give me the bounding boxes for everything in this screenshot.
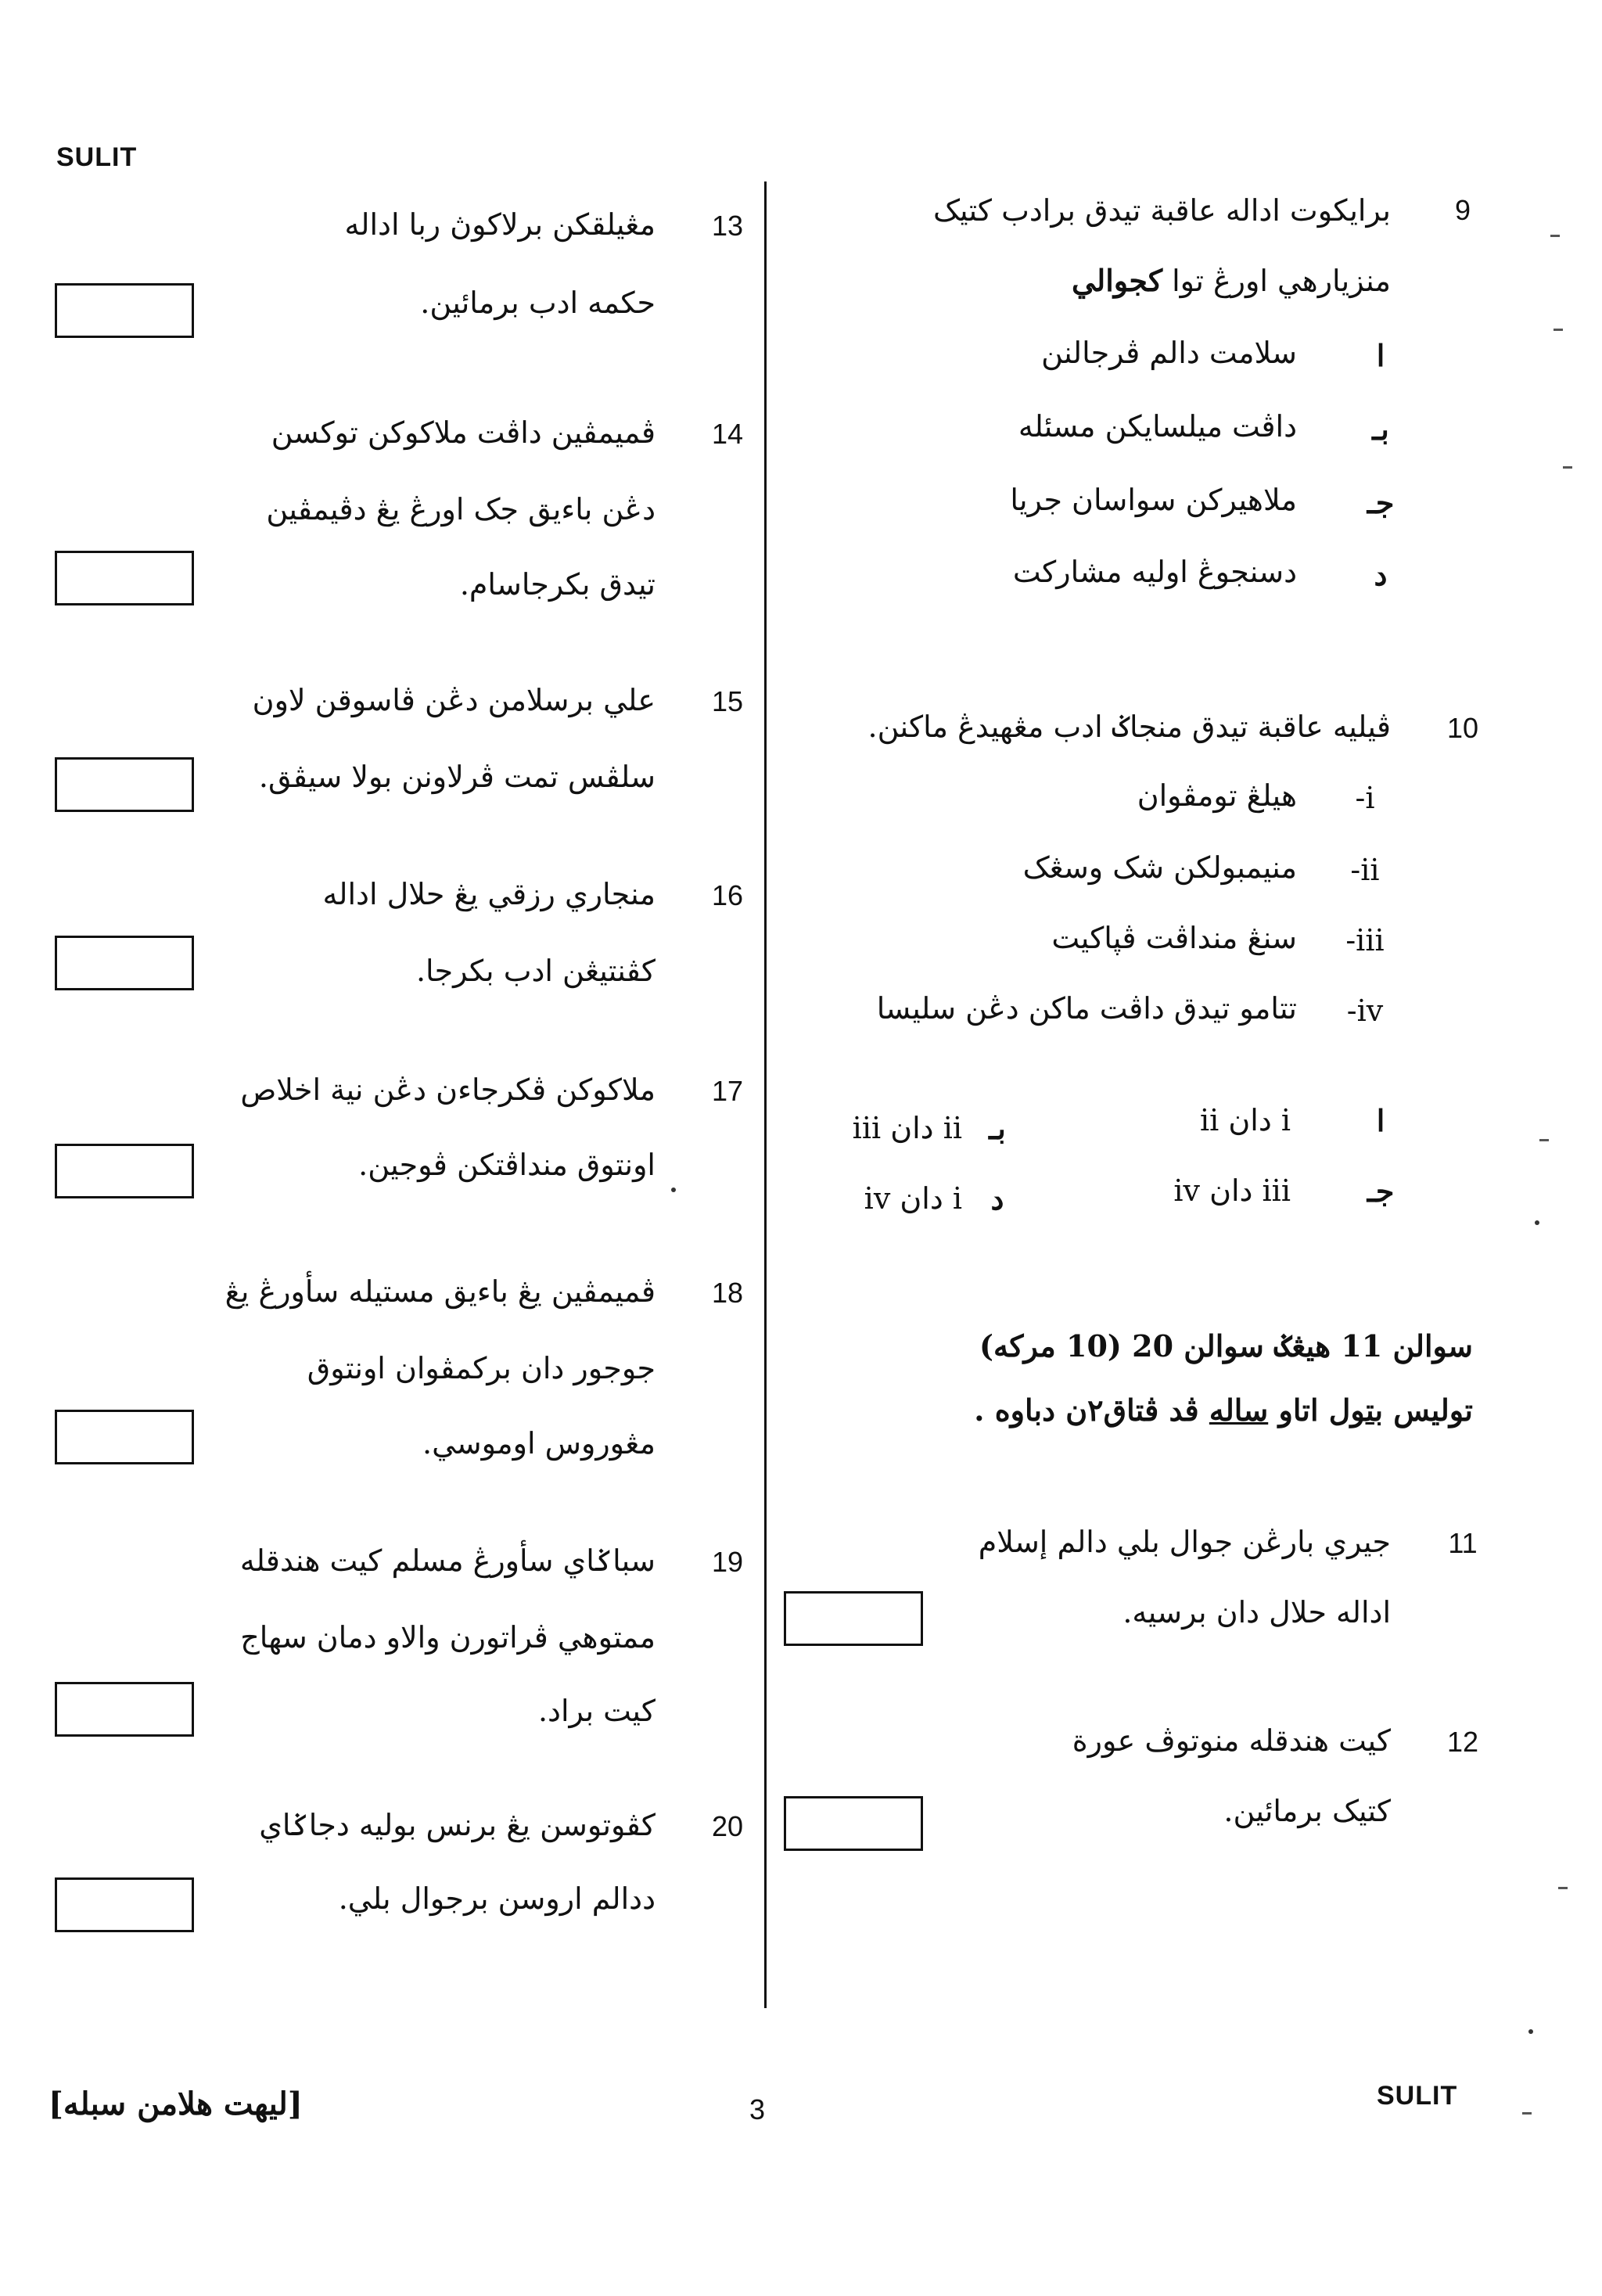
question-number-12: 12 bbox=[1446, 1726, 1479, 1758]
scan-mark bbox=[1558, 1887, 1568, 1889]
q12-line1: كيت هندقله منوتوڤ عورة bbox=[1072, 1723, 1391, 1758]
question-number-18: 18 bbox=[711, 1277, 744, 1309]
question-number-13: 13 bbox=[711, 210, 744, 242]
q9-option-letter: جـ bbox=[1367, 485, 1395, 520]
q13-line1: مڠيلقكن برلاكوڽ ربا اداله bbox=[344, 207, 656, 242]
q17-line2: اونتوق منداڤتكن ڤوجين. bbox=[358, 1148, 656, 1182]
instruction-line2: توليس بتول اتاو ساله ڤد ڤتاق٢ن دباوه . bbox=[974, 1392, 1473, 1428]
instruction-line1: سوالن 11 هيڠݢ سوالن 20 (10 مركه) bbox=[979, 1328, 1473, 1364]
question-number-14: 14 bbox=[711, 418, 744, 450]
q16-line1: منجاري رزقي يڠ حلال اداله bbox=[322, 877, 656, 911]
q20-line1: كڤوتوسن يڠ برنس بوليه دجاݢاي bbox=[259, 1808, 656, 1842]
scan-mark bbox=[1535, 1220, 1539, 1225]
answer-box-12[interactable] bbox=[784, 1796, 923, 1851]
q10-item-roman: -i bbox=[1355, 781, 1375, 815]
header-sulit: SULIT bbox=[56, 142, 138, 172]
scan-mark bbox=[671, 1188, 676, 1192]
question-number-19: 19 bbox=[711, 1546, 744, 1578]
q9-option-text: سلامت دالم ڤرجالنن bbox=[1041, 336, 1297, 370]
q14-line3: تيدق بكرجاسام. bbox=[459, 567, 656, 602]
q14-line1: ڤميمڤين داڤت ملاكوكن توكسن bbox=[271, 415, 656, 450]
answer-box-11[interactable] bbox=[784, 1591, 923, 1646]
question-number-11: 11 bbox=[1448, 1527, 1478, 1559]
answer-box-14[interactable] bbox=[55, 551, 194, 605]
scan-mark bbox=[1539, 1139, 1549, 1141]
answer-box-17[interactable] bbox=[55, 1144, 194, 1198]
q18-line3: مڠوروس اوموسي. bbox=[422, 1426, 656, 1461]
q10-item-roman: -iii bbox=[1345, 923, 1385, 958]
answer-box-13[interactable] bbox=[55, 283, 194, 338]
q10-answer-letter: ا bbox=[1376, 1103, 1385, 1138]
instruction-false-word: ساله bbox=[1209, 1392, 1269, 1428]
q14-line2: دڠن باءيق جک اورڠ يڠ دڤيمڤين bbox=[266, 492, 656, 526]
q10-stem: ڤيليه عاقبة تيدق منجاݢ ادب مڠهيدڠ ماكنن. bbox=[867, 710, 1391, 744]
answer-box-19[interactable] bbox=[55, 1682, 194, 1737]
footer-sulit: SULIT bbox=[1377, 2081, 1458, 2111]
q20-line2: ددالم اروسن برجوال بلي. bbox=[338, 1881, 656, 1916]
q10-answer-text: i دان iv bbox=[864, 1181, 962, 1216]
question-number-17: 17 bbox=[711, 1075, 744, 1107]
question-number-9: 9 bbox=[1454, 194, 1471, 226]
answer-box-20[interactable] bbox=[55, 1877, 194, 1932]
question-number-15: 15 bbox=[711, 685, 744, 717]
q12-line2: كتيک برمائين. bbox=[1223, 1794, 1391, 1828]
q9-option-letter: ا bbox=[1376, 338, 1385, 373]
q9-option-letter: بـ bbox=[1372, 411, 1389, 447]
q19-line1: سباݢاي سأورڠ مسلم كيت هندقله bbox=[239, 1543, 656, 1578]
q18-line2: جوجور دان بركمڤوان اونتوق bbox=[307, 1351, 656, 1385]
q15-line2: سلڤس تمت ڤرلاونن بولا سيڤق. bbox=[258, 760, 656, 794]
q10-item-text: هيلڠ تومڤوان bbox=[1137, 778, 1297, 813]
q10-item-text: سنڠ منداڤت ڤپاكيت bbox=[1051, 921, 1297, 955]
q10-item-text: منيمبولكن شک وسڠک bbox=[1022, 850, 1297, 885]
answer-box-16[interactable] bbox=[55, 936, 194, 990]
q11-line1: جيري بارڠن جوال بلي دالم إسلام bbox=[978, 1525, 1391, 1559]
q9-option-text: ملاهيركن سواسان جريا bbox=[1010, 483, 1297, 517]
q17-line1: ملاكوكن ڤكرجاءن دڠن نية اخلاص bbox=[240, 1073, 656, 1107]
q10-answer-text: iii دان iv bbox=[1173, 1173, 1291, 1208]
q11-line2: اداله حلال دان برسيه. bbox=[1122, 1595, 1391, 1629]
q19-line2: ممتوهي ڤراتورن والاو دمان سهاج bbox=[240, 1620, 656, 1655]
q13-line2: حكمه ادب برمائين. bbox=[420, 286, 656, 320]
q9-option-text: داڤت ميلسايكن مسئله bbox=[1018, 409, 1297, 444]
q15-line1: علي برسلامن دڠن ڤاسوقن لاون bbox=[252, 683, 656, 717]
scan-mark bbox=[1522, 2112, 1532, 2115]
instruction-true-word: بتول bbox=[1328, 1392, 1384, 1428]
page-number: 3 bbox=[749, 2093, 766, 2125]
q19-line3: كيت براد. bbox=[537, 1694, 656, 1728]
question-number-20: 20 bbox=[711, 1810, 744, 1842]
q9-keyword: كجوالي bbox=[1071, 263, 1163, 298]
answer-box-15[interactable] bbox=[55, 757, 194, 812]
question-number-10: 10 bbox=[1446, 712, 1479, 744]
q10-item-roman: -iv bbox=[1346, 993, 1384, 1028]
question-number-16: 16 bbox=[711, 879, 744, 911]
q10-answer-letter: د bbox=[990, 1181, 1004, 1216]
column-divider bbox=[764, 181, 767, 2008]
q16-line2: كڤنتيڠن ادب بكرجا. bbox=[415, 954, 656, 988]
q18-line1: ڤميمڤين يڠ باءيق مستيله سأورڠ يڠ bbox=[224, 1274, 656, 1309]
scan-mark bbox=[1528, 2029, 1533, 2034]
scan-mark bbox=[1563, 466, 1572, 469]
answer-box-18[interactable] bbox=[55, 1410, 194, 1464]
q10-item-text: تتامو تيدق داڤت ماكن دڠن سليسا bbox=[876, 991, 1297, 1026]
q9-option-text: دسنجوڠ اوليه مشاركت bbox=[1012, 555, 1297, 589]
q10-item-roman: -ii bbox=[1350, 853, 1380, 887]
scan-mark bbox=[1554, 329, 1563, 331]
q10-answer-letter: بـ bbox=[989, 1111, 1006, 1146]
q10-answer-letter: جـ bbox=[1367, 1173, 1395, 1209]
q9-option-letter: د bbox=[1374, 557, 1388, 592]
footer-turn-page: [ليهت هلامن سبله] bbox=[48, 2086, 303, 2122]
q9-stem-line1: برايكوت اداله عاقبة تيدق برادب كتيک bbox=[932, 193, 1391, 228]
q9-stem-line2: منزيارهي اورڠ توا كجوالي bbox=[1071, 263, 1391, 298]
q10-answer-text: i دان ii bbox=[1199, 1103, 1291, 1137]
scan-mark bbox=[1550, 235, 1560, 237]
q10-answer-text: ii دان iii bbox=[852, 1111, 962, 1145]
